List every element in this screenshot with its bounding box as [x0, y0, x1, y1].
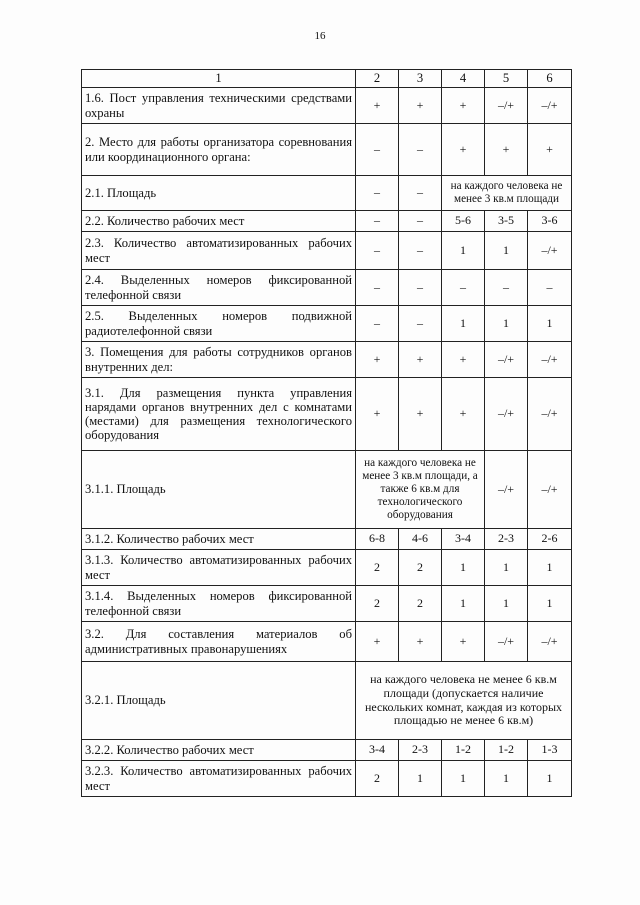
merged-note-cell: на каждого человека не менее 6 кв.м площади (допускается наличие нескольких комнат, каждая из которых площадью не менее 6 кв.м) — [356, 662, 572, 740]
value-cell: 2-3 — [485, 529, 528, 550]
value-cell: 2 — [356, 586, 399, 622]
value-cell: + — [399, 88, 442, 124]
value-cell: 2 — [356, 761, 399, 797]
row-label: 2. Место для работы организатора соревнования или координационного органа: — [82, 124, 356, 176]
table-row — [82, 761, 572, 797]
value-cell: 1 — [485, 550, 528, 586]
value-cell: – — [356, 306, 399, 342]
value-cell: + — [399, 378, 442, 451]
row-label: 3.2.2. Количество рабочих мест — [82, 740, 356, 761]
value-cell: – — [399, 232, 442, 270]
value-cell: – — [399, 211, 442, 232]
value-cell: + — [528, 124, 572, 176]
row-label: 3.2. Для составления материалов об административных правонарушениях — [82, 622, 356, 662]
row-label: 3. Помещения для работы сотрудников органов внутренних дел: — [82, 342, 356, 378]
row-label: 3.1.1. Площадь — [82, 451, 356, 529]
value-cell: 1 — [442, 306, 485, 342]
value-cell: –/+ — [528, 622, 572, 662]
value-cell: 3-6 — [528, 211, 572, 232]
value-cell: 1-3 — [528, 740, 572, 761]
value-cell: –/+ — [485, 622, 528, 662]
value-cell: – — [356, 211, 399, 232]
merged-note-cell: на каждого человека не менее 3 кв.м площади — [442, 176, 572, 211]
table-row — [82, 740, 572, 761]
value-cell: – — [399, 306, 442, 342]
value-cell: – — [442, 270, 485, 306]
value-cell: –/+ — [528, 378, 572, 451]
value-cell: + — [485, 124, 528, 176]
table-row — [82, 211, 572, 232]
value-cell: 2 — [399, 550, 442, 586]
value-cell: 1 — [485, 761, 528, 797]
requirements-table — [81, 69, 572, 797]
value-cell: 1 — [442, 550, 485, 586]
table-row — [82, 378, 572, 451]
value-cell: + — [442, 342, 485, 378]
value-cell: –/+ — [528, 232, 572, 270]
value-cell: 1 — [442, 761, 485, 797]
table-row — [82, 176, 572, 211]
value-cell: –/+ — [528, 451, 572, 529]
value-cell: 1 — [528, 550, 572, 586]
value-cell: 2 — [356, 550, 399, 586]
value-cell: – — [528, 270, 572, 306]
table-row — [82, 622, 572, 662]
value-cell: 4-6 — [399, 529, 442, 550]
table-row — [82, 550, 572, 586]
value-cell: –/+ — [485, 88, 528, 124]
value-cell: 1 — [528, 586, 572, 622]
value-cell: 2-6 — [528, 529, 572, 550]
table-row — [82, 124, 572, 176]
value-cell: + — [442, 622, 485, 662]
row-label: 3.1. Для размещения пункта управления нарядами органов внутренних дел с комнатами (местами) для размещения технологического оборудования — [82, 378, 356, 451]
row-label: 3.2.1. Площадь — [82, 662, 356, 740]
row-label: 2.1. Площадь — [82, 176, 356, 211]
value-cell: –/+ — [528, 88, 572, 124]
value-cell: 1 — [442, 586, 485, 622]
row-label: 2.4. Выделенных номеров фиксированной телефонной связи — [82, 270, 356, 306]
table-row — [82, 232, 572, 270]
table-row — [82, 529, 572, 550]
page-number: 16 — [314, 30, 326, 42]
value-cell: – — [356, 270, 399, 306]
value-cell: 1-2 — [485, 740, 528, 761]
value-cell: + — [399, 342, 442, 378]
value-cell: 1 — [485, 232, 528, 270]
value-cell: + — [442, 88, 485, 124]
row-label: 3.1.3. Количество автоматизированных рабочих мест — [82, 550, 356, 586]
value-cell: – — [399, 270, 442, 306]
value-cell: –/+ — [485, 378, 528, 451]
row-label: 2.2. Количество рабочих мест — [82, 211, 356, 232]
row-label: 3.1.4. Выделенных номеров фиксированной телефонной связи — [82, 586, 356, 622]
value-cell: 5-6 — [442, 211, 485, 232]
header-row — [82, 70, 572, 88]
header-cell: 5 — [485, 70, 528, 88]
value-cell: 1 — [485, 306, 528, 342]
value-cell: – — [399, 124, 442, 176]
value-cell: 1 — [528, 306, 572, 342]
header-cell: 3 — [399, 70, 442, 88]
value-cell: 1 — [442, 232, 485, 270]
value-cell: – — [356, 124, 399, 176]
header-cell: 4 — [442, 70, 485, 88]
value-cell: 6-8 — [356, 529, 399, 550]
merged-note-cell: на каждого человека не менее 3 кв.м площади, а также 6 кв.м для технологического оборудования — [356, 451, 485, 529]
value-cell: 3-4 — [356, 740, 399, 761]
value-cell: 1 — [485, 586, 528, 622]
table-row — [82, 662, 572, 740]
table-row — [82, 342, 572, 378]
value-cell: –/+ — [485, 342, 528, 378]
value-cell: + — [399, 622, 442, 662]
header-cell: 2 — [356, 70, 399, 88]
row-label: 2.3. Количество автоматизированных рабочих мест — [82, 232, 356, 270]
value-cell: + — [356, 88, 399, 124]
value-cell: + — [356, 378, 399, 451]
table-row — [82, 270, 572, 306]
value-cell: 1 — [399, 761, 442, 797]
value-cell: 1 — [528, 761, 572, 797]
header-cell: 6 — [528, 70, 572, 88]
value-cell: + — [356, 342, 399, 378]
value-cell: + — [442, 378, 485, 451]
value-cell: – — [485, 270, 528, 306]
row-label: 1.6. Пост управления техническими средствами охраны — [82, 88, 356, 124]
value-cell: + — [442, 124, 485, 176]
value-cell: –/+ — [528, 342, 572, 378]
table-row — [82, 306, 572, 342]
value-cell: 2-3 — [399, 740, 442, 761]
value-cell: 3-5 — [485, 211, 528, 232]
value-cell: 3-4 — [442, 529, 485, 550]
value-cell: + — [356, 622, 399, 662]
value-cell: – — [399, 176, 442, 211]
row-label: 2.5. Выделенных номеров подвижной радиотелефонной связи — [82, 306, 356, 342]
table-row — [82, 451, 572, 529]
table-row — [82, 88, 572, 124]
value-cell: –/+ — [485, 451, 528, 529]
row-label: 3.1.2. Количество рабочих мест — [82, 529, 356, 550]
value-cell: 1-2 — [442, 740, 485, 761]
header-cell: 1 — [82, 70, 356, 88]
value-cell: – — [356, 232, 399, 270]
table-row — [82, 586, 572, 622]
value-cell: 2 — [399, 586, 442, 622]
value-cell: – — [356, 176, 399, 211]
row-label: 3.2.3. Количество автоматизированных рабочих мест — [82, 761, 356, 797]
